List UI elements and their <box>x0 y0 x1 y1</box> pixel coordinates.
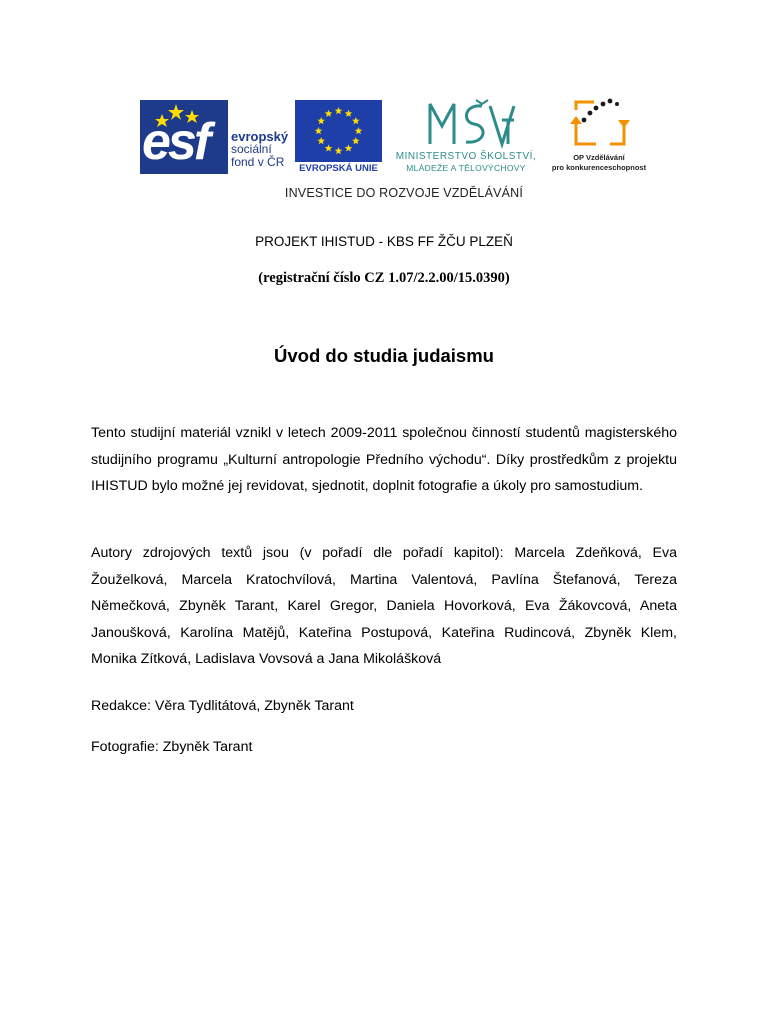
msmt-line-2: MLÁDEŽE A TĚLOVÝCHOVY <box>406 163 526 173</box>
eu-stars <box>295 100 382 162</box>
esf-logo-mark <box>140 100 228 174</box>
project-name: PROJEKT IHISTUD - KBS FF ŽČU PLZEŇ <box>255 234 513 249</box>
eu-caption: EVROPSKÁ UNIE <box>299 163 378 174</box>
op-arrows-icon <box>544 98 654 152</box>
esf-logo <box>140 100 289 174</box>
eu-star-icon <box>317 117 325 124</box>
eu-star-icon <box>317 137 325 144</box>
eu-star-icon <box>315 127 323 134</box>
esf-letters: esf <box>142 113 209 171</box>
authors-paragraph: Autory zdrojových textů jsou (v pořadí dle pořadí kapitol): Marcela Zdeňková, Eva Žouželková, Marcela Kratochvílová, Martina Valentová, Pavlína Štefanová, Tereza Němečková, Zbyněk Tarant, Karel Gregor, Daniela Hovorková, Eva Žákovcová, Aneta Janoušková, Karolína Matějů, Kateřina Postupová, Kateřina Rudincová, Zbyněk Klem, Monika Zítková, Ladislava Vovsová a Jana Mikolášková <box>91 545 677 667</box>
eu-star-icon <box>352 117 360 124</box>
editors-line: Redakce: Věra Tydlitátová, Zbyněk Tarant <box>91 698 354 714</box>
photos-line: Fotografie: Zbyněk Tarant <box>91 739 253 755</box>
eu-star-icon <box>325 110 333 117</box>
intro-paragraph: Tento studijní materiál vznikl v letech 2009-2011 společnou činností studentů magisterského studijního programu „Kulturní antropologie Předního východu“. Díky prostředkům z projektu IHISTUD bylo možné jej revidovat, sjednotit, doplnit fotografie a úkoly pro samostudium. <box>91 425 677 494</box>
esf-line-3: fond v ČR <box>231 155 285 169</box>
esf-line-1: evropský <box>231 129 289 144</box>
logo-strip <box>140 98 650 178</box>
msmt-logo <box>390 98 542 176</box>
eu-star-icon <box>325 144 333 151</box>
op-caption <box>544 153 654 173</box>
document-title: Úvod do studia judaismu <box>274 345 494 366</box>
op-line-2: pro konkurenceschopnost <box>551 163 647 172</box>
msmt-monogram-icon <box>390 98 542 150</box>
eu-logo <box>295 100 382 175</box>
eu-star-icon <box>335 147 343 154</box>
registration-number: (registrační číslo CZ 1.07/2.2.00/15.0390) <box>258 270 510 286</box>
eu-star-icon <box>335 107 343 114</box>
eu-star-icon <box>345 110 353 117</box>
op-line-1: OP Vzdělávání <box>573 153 625 162</box>
esf-text <box>231 130 288 169</box>
esf-line-2: sociální <box>231 142 272 156</box>
eu-flag-icon <box>295 100 382 162</box>
eu-star-icon <box>345 144 353 151</box>
tagline: INVESTICE DO ROZVOJE VZDĚLÁVÁNÍ <box>284 186 524 200</box>
msmt-line-1: MINISTERSTVO ŠKOLSTVÍ, <box>395 151 537 162</box>
eu-star-icon <box>355 127 363 134</box>
eu-star-icon <box>352 137 360 144</box>
op-logo <box>544 98 654 176</box>
